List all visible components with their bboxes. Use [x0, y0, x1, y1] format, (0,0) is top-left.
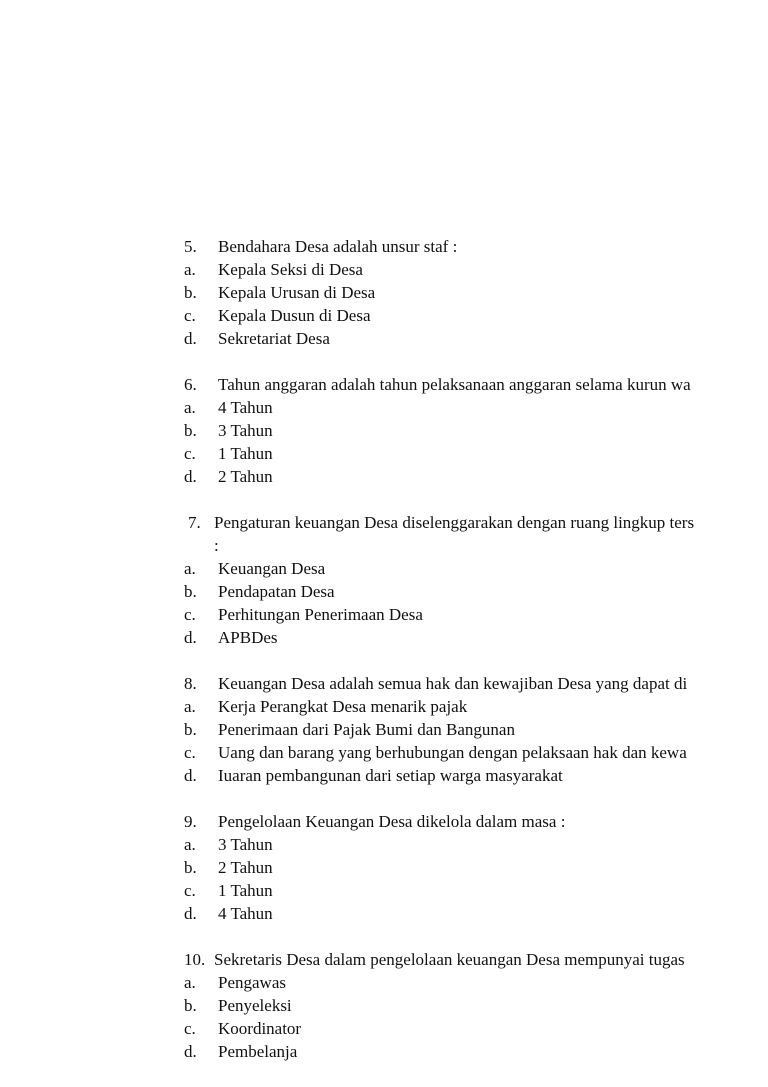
option-letter: a. — [184, 398, 196, 417]
option-b — [184, 718, 768, 741]
question-text: Pengelolaan Keuangan Desa dikelola dalam masa : — [218, 812, 566, 831]
option-text: 2 Tahun — [218, 467, 273, 486]
option-d — [184, 902, 768, 925]
option-b — [184, 856, 768, 879]
question-stem — [184, 373, 768, 396]
question-number: 8. — [184, 674, 197, 693]
option-letter: b. — [184, 858, 197, 877]
option-letter: d. — [184, 329, 197, 348]
option-a — [184, 258, 768, 281]
option-letter: d. — [184, 904, 197, 923]
option-letter: c. — [184, 306, 196, 325]
option-letter: d. — [184, 1042, 197, 1061]
question-stem — [184, 511, 768, 534]
option-letter: a. — [184, 973, 196, 992]
option-text: Pendapatan Desa — [218, 582, 335, 601]
option-letter: c. — [184, 444, 196, 463]
option-c — [184, 442, 768, 465]
option-text: 1 Tahun — [218, 444, 273, 463]
option-text: Pengawas — [218, 973, 286, 992]
option-c — [184, 879, 768, 902]
option-text: Koordinator — [218, 1019, 302, 1038]
question-stem — [184, 948, 768, 971]
question-stem — [184, 672, 768, 695]
option-letter: c. — [184, 605, 196, 624]
option-text: 1 Tahun — [218, 881, 273, 900]
question-text-continued: : — [214, 536, 219, 555]
option-b — [184, 994, 768, 1017]
question-7 — [184, 511, 768, 649]
option-letter: d. — [184, 766, 197, 785]
option-text: 4 Tahun — [218, 398, 273, 417]
option-d — [184, 626, 768, 649]
question-5 — [184, 235, 768, 350]
option-c — [184, 603, 768, 626]
option-letter: b. — [184, 283, 197, 302]
option-c — [184, 741, 768, 764]
option-text: Iuaran pembangunan dari setiap warga masyarakat — [218, 766, 563, 785]
option-letter: b. — [184, 996, 197, 1015]
option-letter: d. — [184, 628, 197, 647]
option-letter: c. — [184, 743, 196, 762]
option-text: Kepala Seksi di Desa — [218, 260, 363, 279]
question-stem — [184, 235, 768, 258]
question-number: 7. — [188, 513, 201, 532]
option-c — [184, 1017, 768, 1040]
option-text: Pembelanja — [218, 1042, 298, 1061]
question-text: Pengaturan keuangan Desa diselenggarakan dengan ruang lingkup ters — [214, 513, 695, 532]
option-text: Kepala Urusan di Desa — [218, 283, 376, 302]
question-10 — [184, 948, 768, 1063]
option-text: Perhitungan Penerimaan Desa — [218, 605, 423, 624]
option-a — [184, 695, 768, 718]
option-text: APBDes — [218, 628, 278, 647]
option-text: Keuangan Desa — [218, 559, 326, 578]
question-text: Keuangan Desa adalah semua hak dan kewajiban Desa yang dapat di — [218, 674, 688, 693]
question-text: Bendahara Desa adalah unsur staf : — [218, 237, 458, 256]
question-text: Tahun anggaran adalah tahun pelaksanaan anggaran selama kurun wa — [218, 375, 691, 394]
option-letter: a. — [184, 260, 196, 279]
option-text: Penyeleksi — [218, 996, 292, 1015]
option-text: 4 Tahun — [218, 904, 273, 923]
option-letter: b. — [184, 582, 197, 601]
question-stem — [184, 810, 768, 833]
option-letter: b. — [184, 720, 197, 739]
option-text: Uang dan barang yang berhubungan dengan pelaksaan hak dan kewa — [218, 743, 687, 762]
option-letter: b. — [184, 421, 197, 440]
question-9 — [184, 810, 768, 925]
option-text: Penerimaan dari Pajak Bumi dan Bangunan — [218, 720, 515, 739]
option-b — [184, 281, 768, 304]
option-text: 3 Tahun — [218, 421, 273, 440]
option-b — [184, 580, 768, 603]
option-c — [184, 304, 768, 327]
option-a — [184, 396, 768, 419]
option-a — [184, 557, 768, 580]
question-6 — [184, 373, 768, 488]
option-b — [184, 419, 768, 442]
option-letter: a. — [184, 697, 196, 716]
question-number: 6. — [184, 375, 197, 394]
option-letter: a. — [184, 835, 196, 854]
question-stem-continued — [184, 534, 768, 557]
question-number: 10. — [184, 950, 206, 969]
question-text: Sekretaris Desa dalam pengelolaan keuangan Desa mempunyai tugas — [214, 950, 685, 969]
question-number: 9. — [184, 812, 197, 831]
option-text: 3 Tahun — [218, 835, 273, 854]
option-a — [184, 833, 768, 856]
option-d — [184, 1040, 768, 1063]
option-d — [184, 327, 768, 350]
option-letter: c. — [184, 1019, 196, 1038]
question-8 — [184, 672, 768, 787]
option-d — [184, 764, 768, 787]
option-text: Sekretariat Desa — [218, 329, 330, 348]
question-number: 5. — [184, 237, 197, 256]
option-text: 2 Tahun — [218, 858, 273, 877]
option-text: Kepala Dusun di Desa — [218, 306, 371, 325]
option-letter: d. — [184, 467, 197, 486]
option-text: Kerja Perangkat Desa menarik pajak — [218, 697, 468, 716]
option-letter: c. — [184, 881, 196, 900]
option-d — [184, 465, 768, 488]
option-letter: a. — [184, 559, 196, 578]
option-a — [184, 971, 768, 994]
